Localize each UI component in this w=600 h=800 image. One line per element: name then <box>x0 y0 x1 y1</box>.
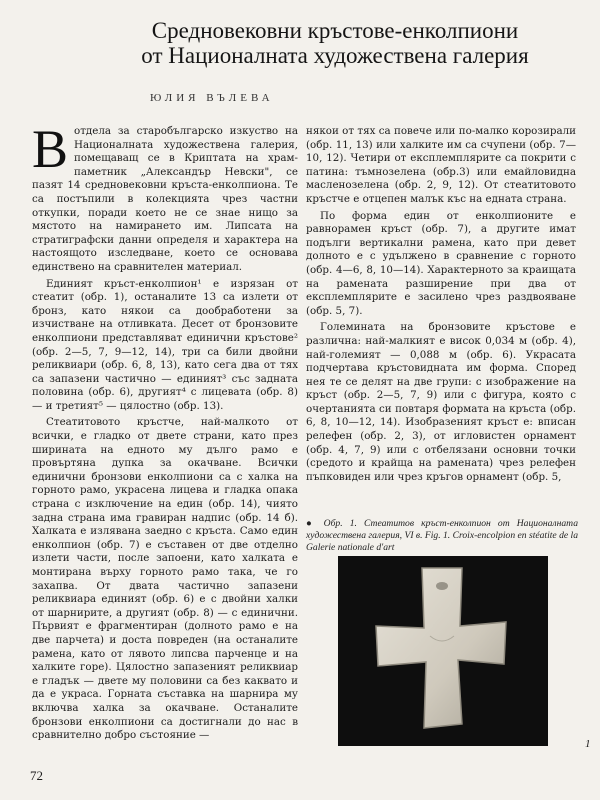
figure-number: 1 <box>585 738 591 750</box>
paragraph-1-text: отдела за старобългарско изкуство на Националната художествена галерия, помещаващ се в Криптата на храм-паметник „Александър Невски", се пазят 14 средновековни кръста-енколпиона. Те са постъпили в колекцията чрез частни откупки, поради което не се знае нищо за мястото на намирането им. Липсата на стратиграфски данни определя и характера на настоящото изследване, което се основава единствено на сравнителен материал. <box>32 125 298 273</box>
paragraph-3: Стеатитовото кръстче, най-малкото от всички, е гладко от двете страни, като през ширината на едното му дълго рамо е провъртяна дупка за окачване. Всички единични бронзови енколпиони са с халка на горното рамо, украсена лицева и гладка опака страна с изключение на един (обр. 14), чиято задна страна има гравиран надпис (обр. 14 б). Халката е излявана заедно с кръста. Само един енколпион (обр. 7) е съставен от две отделно излети части, после запоени, като халката е монтирана върху горното рамо така, че го захапва. От двата частично запазени реликвиара единият (обр. 6) е с двойни халки от шарнирите, а другият (обр. 8) — с единични. Първият е фрагментиран (долното рамо е на две парчета) и доста повреден (на останалите рамена, като от лявото липсва парченце и на халките горе). Цялостно запазеният реликвиар е гладък — двете му половини са без каквато и да е украса. Горната съставка на шарнира му включва халка за окачване. Останалите бронзови енколпиони са достигнали до нас в сравнително добро състояние — <box>32 416 298 742</box>
right-column <box>306 125 576 487</box>
title-line-1: Средновековни кръстове-енколпиони <box>151 18 519 43</box>
caption-bullet: ● <box>306 518 317 529</box>
paragraph-4: някои от тях са повече или по-малко корозирали (обр. 11, 13) или халките им са счупени (обр. 7—10, 12). Четири от експлемплярите са покрити с патина: тъмнозелена (обр.3) или емайловидна масленозелена (обр. 2, 9, 12). От стеатитовото кръстче е отцепен малък къс на едната страна. <box>306 125 576 205</box>
paragraph-5: По форма един от енколпионите е равнорамен кръст (обр. 7), а другите имат подълги вертикални рамена, като при девет долното е с удължено в сравнение с горното (обр. 4—6, 8, 10—14). Характерното за краищата на рамената разширение при два от експлемплярите е засилено чрез раздвояване (обр. 5, 7). <box>306 209 576 317</box>
paragraph-6: Големината на бронзовите кръстове е различна: най-малкият е висок 0,034 м (обр. 4), най-големият — 0,088 м (обр. 6). Украсата подчертава кръстовидната им форма. Според нея те се делят на две групи: с изображение на кръст (обр. 2—5, 7, 9) или с фигура, която с очертанията си повтаря формата на кръста (обр. 6, 8, 10—12, 14). Изобразеният кръст е: вписан релефен (обр. 2, 3), от игловистен орнамент (обр. 4, 7, 9) или с отбелязани основни точки (средото и крайща на рамената) чрез релефен пъпковиден или чрез кръгов орнамент (обр. 5, <box>306 321 576 483</box>
caption-text: Обр. 1. Стеатитов кръст-енколпион от Националната художествена галерия, VI в. Fig. 1. Croix-encolpion en stéatite de la Galerie nationale d'art <box>306 518 578 553</box>
paragraph-2: Единият кръст-енколпион¹ е изрязан от стеатит (обр. 1), останалите 13 са излети от бронз, като някои са дообработени за изчистване на отливката. Десет от бронзовите енколпиони представляват единични кръстове² (обр. 2—5, 7, 9—12, 14), три са били двойни реликвиари (обр. 6, 8, 13), като сега два от тях са запазени частично — единият³ със задната половина (обр. 6), другият⁴ с лицевата (обр. 8) — и третият⁵ — цялостно (обр. 13). <box>32 277 298 412</box>
left-column <box>32 119 298 746</box>
title-line-2: от Националната художествена галерия <box>141 43 529 68</box>
paragraph-1 <box>32 119 298 275</box>
drop-cap: В <box>32 119 69 179</box>
steatite-cross-photo-icon <box>338 556 548 746</box>
page-number: 72 <box>30 768 43 783</box>
article-title <box>100 18 570 68</box>
author-name: ЮЛИЯ ВЪЛЕВА <box>150 92 274 104</box>
figure-caption <box>306 518 578 554</box>
figure-photo <box>338 556 548 746</box>
